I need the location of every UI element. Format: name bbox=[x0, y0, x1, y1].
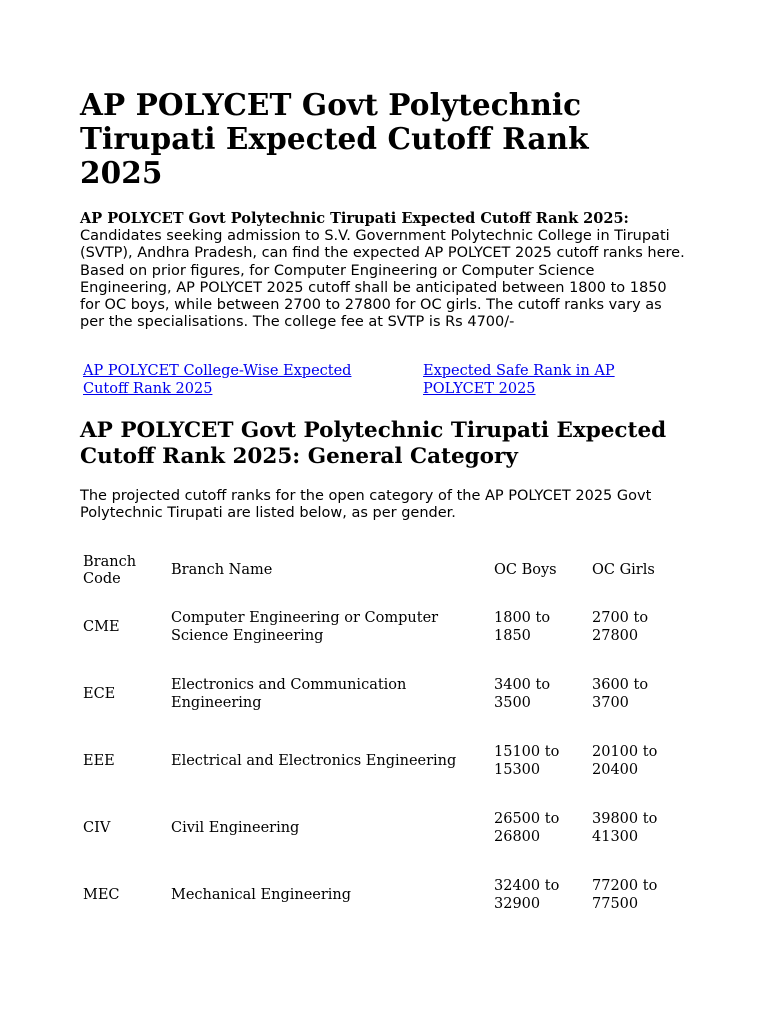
cell-branch-name: Civil Engineering bbox=[171, 819, 300, 836]
cell-oc-boys: 3400 to 3500 bbox=[494, 677, 551, 711]
cell-oc-girls: 39800 to 41300 bbox=[592, 811, 658, 845]
cell-branch-name: Electrical and Electronics Engineering bbox=[171, 752, 457, 769]
cell-branch-code: ECE bbox=[83, 685, 116, 702]
page-title: AP POLYCET Govt Polytechnic Tirupati Expected Cutoff Rank 2025 bbox=[80, 87, 589, 190]
cell-branch-name: Mechanical Engineering bbox=[171, 886, 352, 903]
section-description: The projected cutoff ranks for the open category of the AP POLYCET 2025 Govt Polytechnic Tirupati are listed below, as per gender. bbox=[80, 488, 652, 522]
table-header-row bbox=[80, 548, 685, 594]
table-row bbox=[80, 795, 685, 862]
link-college-wise-cutoff[interactable]: AP POLYCET College-Wise Expected Cutoff Rank 2025 bbox=[83, 363, 352, 397]
header-branch-code: Branch Code bbox=[83, 553, 137, 587]
table-row bbox=[80, 862, 685, 929]
header-branch-name: Branch Name bbox=[171, 562, 273, 579]
cell-oc-girls: 3600 to 3700 bbox=[592, 677, 649, 711]
table-row bbox=[80, 728, 685, 795]
section-heading: AP POLYCET Govt Polytechnic Tirupati Expected Cutoff Rank 2025: General Category bbox=[80, 418, 667, 469]
cell-oc-boys: 26500 to 26800 bbox=[494, 811, 560, 845]
intro-paragraph bbox=[80, 210, 688, 331]
cell-branch-code: MEC bbox=[83, 886, 120, 903]
header-oc-boys: OC Boys bbox=[494, 562, 557, 579]
cell-branch-code: CME bbox=[83, 618, 120, 635]
cell-oc-girls: 20100 to 20400 bbox=[592, 744, 658, 778]
cell-branch-code: EEE bbox=[83, 752, 115, 769]
table-row bbox=[80, 661, 685, 728]
intro-body: Candidates seeking admission to S.V. Government Polytechnic College in Tirupati (SVTP), Andhra Pradesh, can find the expected AP POLYCET 2025 cutoff ranks here. Based on prior figures, for Computer Engineering or Computer Science Engineering, AP POLYCET 2025 cutoff shall be anticipated between 1800 to 1850 for OC boys, while between 2700 to 27800 for OC girls. The cutoff ranks vary as per the specialisations. The college fee at SVTP is Rs 4700/- bbox=[80, 228, 685, 331]
cell-branch-name: Electronics and Communication Engineering bbox=[171, 677, 407, 711]
cell-branch-code: CIV bbox=[83, 819, 111, 836]
link-safe-rank[interactable]: Expected Safe Rank in AP POLYCET 2025 bbox=[423, 363, 615, 397]
cell-oc-boys: 1800 to 1850 bbox=[494, 610, 551, 644]
cell-oc-girls: 2700 to 27800 bbox=[592, 610, 649, 644]
cell-oc-boys: 15100 to 15300 bbox=[494, 744, 560, 778]
table-row bbox=[80, 594, 685, 661]
cell-oc-girls: 77200 to 77500 bbox=[592, 878, 658, 912]
header-oc-girls: OC Girls bbox=[592, 562, 655, 579]
cutoff-table bbox=[80, 548, 685, 929]
intro-lead: AP POLYCET Govt Polytechnic Tirupati Expected Cutoff Rank 2025: bbox=[80, 210, 629, 227]
cell-branch-name: Computer Engineering or Computer Science Engineering bbox=[171, 610, 439, 644]
cell-oc-boys: 32400 to 32900 bbox=[494, 878, 560, 912]
